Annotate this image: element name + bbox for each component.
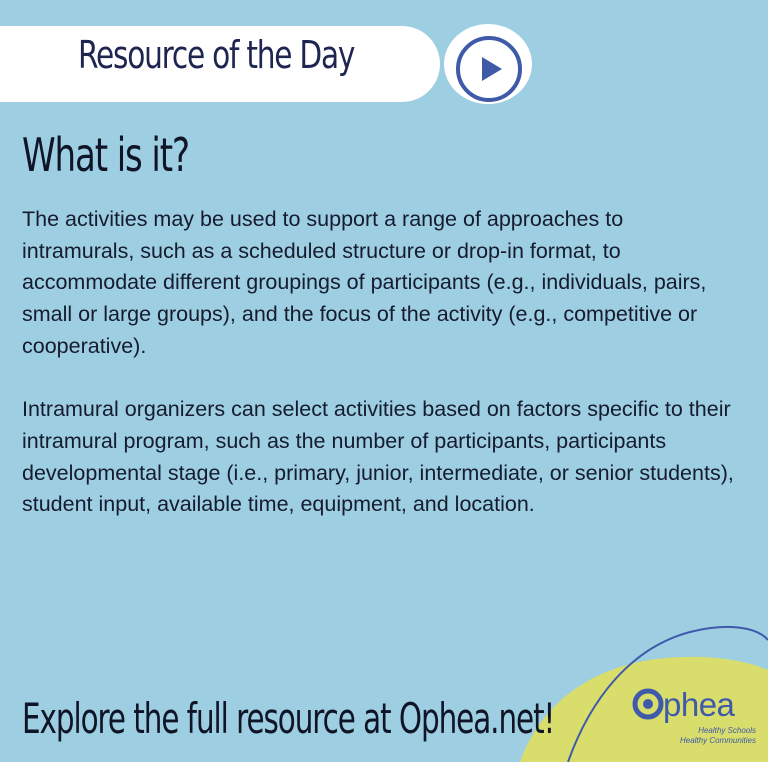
ophea-logo[interactable] — [632, 686, 762, 750]
logo-tagline-1: Healthy Schools — [698, 726, 756, 735]
body-text — [22, 204, 738, 521]
section-heading: What is it? — [22, 128, 189, 182]
ophea-logo-mark-icon — [632, 688, 664, 720]
play-button[interactable] — [456, 36, 522, 102]
call-to-action[interactable]: Explore the full resource at Ophea.net! — [22, 694, 555, 743]
logo-tagline-2: Healthy Communities — [679, 736, 756, 745]
paragraph-1: The activities may be used to support a range of approaches to intramurals, such as a scheduled structure or drop-in format, to accommodate different groupings of participants (e.g., individuals, pairs, small or large groups), and the focus of the activity (e.g., competitive or cooperative). — [22, 207, 707, 358]
banner-title: Resource of the Day — [78, 33, 355, 77]
logo-wordmark: phea — [663, 686, 735, 723]
play-icon — [460, 40, 518, 98]
paragraph-2: Intramural organizers can select activities based on factors specific to their intramural program, such as the number of participants, participants developmental stage (i.e., primary, junior, intermediate, or senior students), student input, available time, equipment, and location. — [22, 397, 734, 517]
